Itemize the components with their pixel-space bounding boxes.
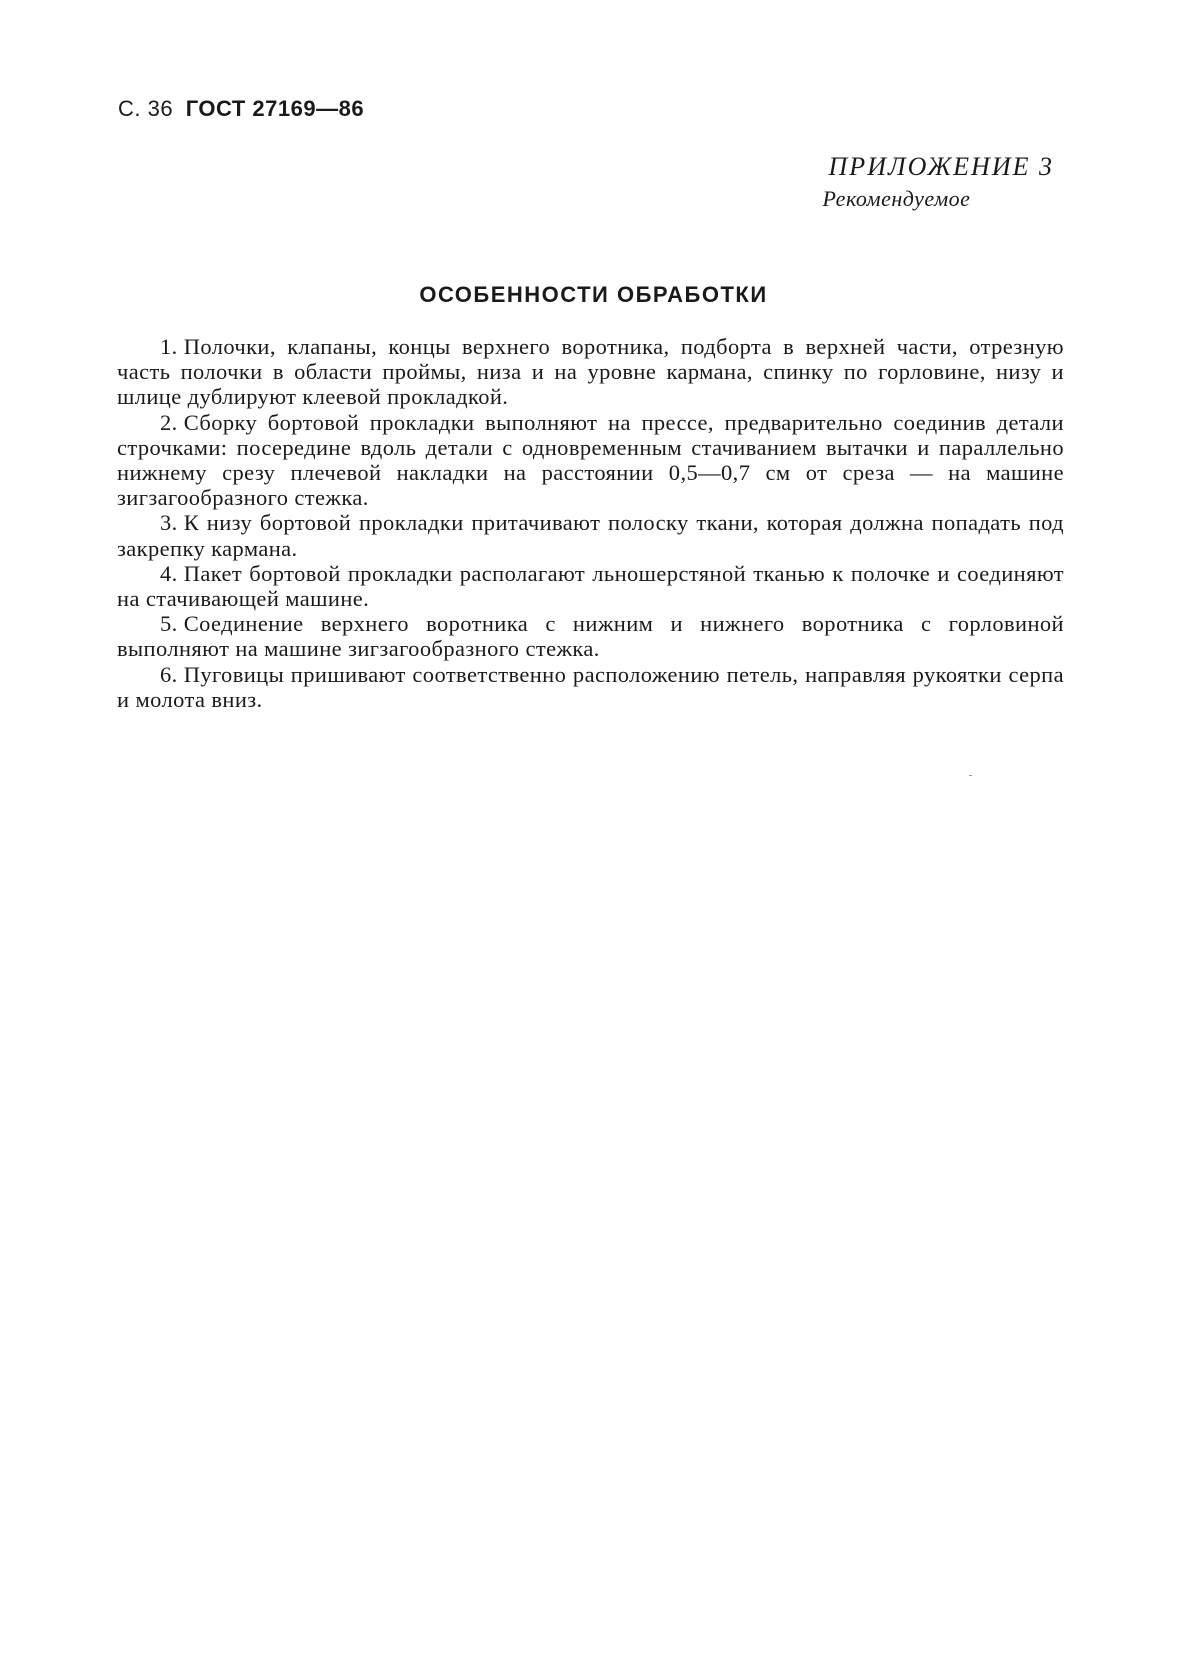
paragraph-text: К низу бортовой прокладки притачивают полоску ткани, которая должна попадать под закрепку кармана. xyxy=(117,510,1064,561)
paragraph-number: 4. xyxy=(160,560,178,586)
paragraph-3 xyxy=(117,510,1064,560)
paragraph-1 xyxy=(117,334,1064,410)
page-number: С. 36 xyxy=(118,96,174,121)
paragraph-4 xyxy=(117,561,1064,611)
appendix-block xyxy=(822,150,1054,214)
paragraph-number: 1. xyxy=(160,334,178,359)
paragraph-text: Полочки, клапаны, концы верхнего воротника, подборта в верхней части, отрезную часть полочки в области проймы, низа и на уровне кармана, спинку по горловине, низу и шлице дублируют клеевой прокладкой. xyxy=(117,334,1064,410)
paragraph-number: 3. xyxy=(160,510,178,536)
body-text xyxy=(117,334,1064,712)
section-title: ОСОБЕННОСТИ ОБРАБОТКИ xyxy=(419,282,768,307)
appendix-title: ПРИЛОЖЕНИЕ 3 xyxy=(828,152,1054,181)
standard-number: ГОСТ 27169—86 xyxy=(185,96,365,121)
paragraph-text: Соединение верхнего воротника с нижним и нижнего воротника с горловиной выполняют на машине зигзагообразного стежка. xyxy=(117,611,1064,662)
paragraph-text: Пакет бортовой прокладки располагают льношерстяной тканью к полочке и соединяют на стачивающей машине. xyxy=(117,560,1064,612)
paragraph-5 xyxy=(117,611,1064,661)
paragraph-text: Пуговицы пришивают соответственно расположению петель, направляя рукоятки серпа и молота вниз. xyxy=(117,661,1064,712)
paragraph-text: Сборку бортовой прокладки выполняют на прессе, предварительно соединив детали строчками: посередине вдоль детали с одновременным стачиванием вытачки и параллельно нижнему срезу плечевой накладки на расстоянии 0,5—0,7 см от среза — на машине зигзагообразного стежка. xyxy=(117,409,1064,511)
paragraph-number: 6. xyxy=(160,661,178,687)
paragraph-number: 5. xyxy=(160,611,178,637)
scan-speck xyxy=(969,775,972,776)
paragraph-6 xyxy=(117,662,1064,712)
appendix-subtitle: Рекомендуемое xyxy=(822,186,971,211)
paragraph-number: 2. xyxy=(160,409,178,435)
page-header xyxy=(118,96,364,122)
paragraph-2 xyxy=(117,410,1064,511)
